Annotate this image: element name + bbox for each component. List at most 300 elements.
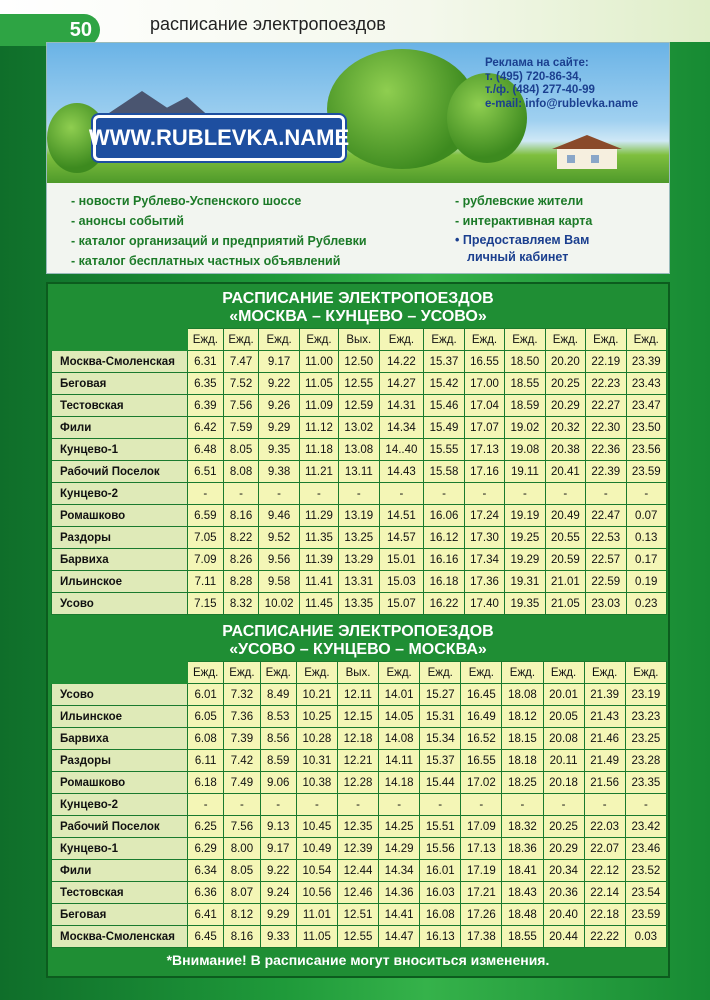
- time-cell: 9.58: [259, 571, 299, 593]
- time-cell: 15.37: [424, 351, 464, 373]
- page-number: 50: [0, 14, 100, 46]
- time-cell: 16.03: [420, 882, 461, 904]
- time-cell: 7.59: [223, 417, 259, 439]
- time-cell: 14.22: [379, 351, 424, 373]
- time-cell: -: [299, 483, 338, 505]
- time-cell: 23.39: [626, 351, 667, 373]
- schedule-title-line: РАСПИСАНИЕ ЭЛЕКТРОПОЕЗДОВ: [222, 623, 494, 640]
- time-cell: 12.18: [337, 728, 378, 750]
- time-cell: 23.47: [626, 395, 667, 417]
- time-cell: 8.12: [224, 904, 260, 926]
- time-cell: 11.00: [299, 351, 338, 373]
- day-type-cell: Ежд.: [543, 662, 584, 684]
- time-cell: 17.30: [464, 527, 504, 549]
- time-cell: 14.47: [379, 926, 420, 948]
- day-type-cell: Ежд.: [505, 329, 545, 351]
- ad-feature: - каталог бесплатных частных объявлений: [71, 254, 341, 268]
- time-cell: 20.38: [545, 439, 585, 461]
- time-cell: 9.46: [259, 505, 299, 527]
- time-cell: 9.22: [259, 373, 299, 395]
- station-name: Кунцево-2: [52, 794, 188, 816]
- time-cell: 8.53: [260, 706, 296, 728]
- schedule-title-line: «УСОВО – КУНЦЕВО – МОСКВА»: [229, 641, 487, 658]
- time-cell: 14.29: [379, 838, 420, 860]
- time-cell: 22.30: [586, 417, 626, 439]
- time-cell: 12.21: [337, 750, 378, 772]
- day-type-cell: Ежд.: [223, 329, 259, 351]
- time-cell: 10.21: [296, 684, 337, 706]
- table-row: [52, 772, 667, 794]
- time-cell: 19.02: [505, 417, 545, 439]
- table-row: [52, 505, 667, 527]
- station-name: Кунцево-2: [52, 483, 188, 505]
- time-cell: 14.05: [379, 706, 420, 728]
- station-name: Москва-Смоленская: [52, 351, 188, 373]
- time-cell: 22.12: [584, 860, 625, 882]
- time-cell: 23.23: [625, 706, 666, 728]
- time-cell: 11.05: [296, 926, 337, 948]
- time-cell: 22.39: [586, 461, 626, 483]
- day-type-cell: Ежд.: [260, 662, 296, 684]
- time-cell: 17.13: [464, 439, 504, 461]
- time-cell: 8.07: [224, 882, 260, 904]
- time-cell: 19.11: [505, 461, 545, 483]
- time-cell: 20.29: [545, 395, 585, 417]
- day-type-cell: Ежд.: [424, 329, 464, 351]
- time-cell: 22.23: [586, 373, 626, 395]
- time-cell: 9.24: [260, 882, 296, 904]
- time-cell: 20.49: [545, 505, 585, 527]
- time-cell: 15.58: [424, 461, 464, 483]
- time-cell: -: [543, 794, 584, 816]
- station-name: Москва-Смоленская: [52, 926, 188, 948]
- website-sign: WWW.RUBLEVKA.NAME: [93, 115, 345, 161]
- time-cell: 16.55: [464, 351, 504, 373]
- time-cell: 23.35: [625, 772, 666, 794]
- time-cell: 15.56: [420, 838, 461, 860]
- station-name: Беговая: [52, 373, 188, 395]
- time-cell: 13.35: [339, 593, 379, 615]
- time-cell: 14.27: [379, 373, 424, 395]
- time-cell: 14.08: [379, 728, 420, 750]
- time-cell: 9.56: [259, 549, 299, 571]
- station-name: Ильинское: [52, 571, 188, 593]
- ad-features-right: [455, 191, 592, 265]
- day-type-cell: Вых.: [337, 662, 378, 684]
- contact-line: e-mail: info@rublevka.name: [485, 97, 639, 110]
- schedule-table-outbound: [51, 328, 667, 615]
- time-cell: 16.12: [424, 527, 464, 549]
- time-cell: 6.48: [188, 439, 224, 461]
- time-cell: 17.19: [461, 860, 502, 882]
- time-cell: 7.32: [224, 684, 260, 706]
- time-cell: 15.07: [379, 593, 424, 615]
- time-cell: 21.49: [584, 750, 625, 772]
- time-cell: 23.03: [586, 593, 626, 615]
- time-cell: 10.38: [296, 772, 337, 794]
- time-cell: 13.29: [339, 549, 379, 571]
- station-name: Беговая: [52, 904, 188, 926]
- time-cell: 16.06: [424, 505, 464, 527]
- time-cell: 8.28: [223, 571, 259, 593]
- time-cell: 12.11: [337, 684, 378, 706]
- time-cell: -: [625, 794, 666, 816]
- table-row: [52, 461, 667, 483]
- day-type-cell: Ежд.: [224, 662, 260, 684]
- table-row: [52, 794, 667, 816]
- day-type-cell: Ежд.: [584, 662, 625, 684]
- time-cell: 22.18: [584, 904, 625, 926]
- time-cell: 19.31: [505, 571, 545, 593]
- time-cell: 20.25: [543, 816, 584, 838]
- time-cell: 10.31: [296, 750, 337, 772]
- time-cell: -: [424, 483, 464, 505]
- time-cell: 14.36: [379, 882, 420, 904]
- time-cell: -: [545, 483, 585, 505]
- time-cell: 9.17: [260, 838, 296, 860]
- time-cell: 12.28: [337, 772, 378, 794]
- time-cell: 6.31: [188, 351, 224, 373]
- time-cell: 18.08: [502, 684, 543, 706]
- time-cell: 11.41: [299, 571, 338, 593]
- time-cell: 6.59: [188, 505, 224, 527]
- time-cell: 6.51: [188, 461, 224, 483]
- time-cell: 20.32: [545, 417, 585, 439]
- time-cell: 10.54: [296, 860, 337, 882]
- table-row: [52, 860, 667, 882]
- time-cell: 23.42: [625, 816, 666, 838]
- time-cell: 22.47: [586, 505, 626, 527]
- time-cell: -: [188, 483, 224, 505]
- time-cell: 11.45: [299, 593, 338, 615]
- time-cell: 17.38: [461, 926, 502, 948]
- time-cell: -: [188, 794, 224, 816]
- time-cell: 6.08: [188, 728, 224, 750]
- station-name: Барвиха: [52, 549, 188, 571]
- table-row: [52, 527, 667, 549]
- time-cell: 23.52: [625, 860, 666, 882]
- contact-line: т. (495) 720-86-34,: [485, 70, 582, 83]
- time-cell: -: [420, 794, 461, 816]
- time-cell: 14.11: [379, 750, 420, 772]
- time-cell: 23.59: [626, 461, 667, 483]
- time-cell: 7.56: [224, 816, 260, 838]
- time-cell: 14.41: [379, 904, 420, 926]
- small-house-image: [547, 131, 637, 171]
- station-name: Барвиха: [52, 728, 188, 750]
- table-row: [52, 593, 667, 615]
- time-cell: 10.49: [296, 838, 337, 860]
- time-cell: 6.01: [188, 684, 224, 706]
- schedule-table-inbound: [51, 661, 667, 948]
- time-cell: 16.08: [420, 904, 461, 926]
- time-cell: 9.33: [260, 926, 296, 948]
- time-cell: 20.20: [545, 351, 585, 373]
- table-row: [52, 483, 667, 505]
- station-name: Тестовская: [52, 882, 188, 904]
- station-name: Кунцево-1: [52, 838, 188, 860]
- time-cell: 22.57: [586, 549, 626, 571]
- time-cell: 9.35: [259, 439, 299, 461]
- time-cell: -: [505, 483, 545, 505]
- time-cell: 18.50: [505, 351, 545, 373]
- corner-cell: [52, 329, 188, 351]
- time-cell: 12.46: [337, 882, 378, 904]
- time-cell: -: [464, 483, 504, 505]
- time-cell: 18.15: [502, 728, 543, 750]
- time-cell: 7.11: [188, 571, 224, 593]
- table-row: [52, 750, 667, 772]
- time-cell: 22.22: [584, 926, 625, 948]
- time-cell: 20.40: [543, 904, 584, 926]
- time-cell: 9.29: [260, 904, 296, 926]
- time-cell: 0.19: [626, 571, 667, 593]
- time-cell: 18.41: [502, 860, 543, 882]
- time-cell: 20.01: [543, 684, 584, 706]
- time-cell: 20.44: [543, 926, 584, 948]
- time-cell: 16.18: [424, 571, 464, 593]
- time-cell: 17.04: [464, 395, 504, 417]
- time-cell: 18.18: [502, 750, 543, 772]
- time-cell: 12.39: [337, 838, 378, 860]
- days-row: [52, 662, 667, 684]
- time-cell: 0.23: [626, 593, 667, 615]
- time-cell: 17.26: [461, 904, 502, 926]
- time-cell: 12.59: [339, 395, 379, 417]
- corner-cell: [52, 662, 188, 684]
- time-cell: -: [502, 794, 543, 816]
- time-cell: 6.25: [188, 816, 224, 838]
- time-cell: 7.52: [223, 373, 259, 395]
- time-cell: 17.00: [464, 373, 504, 395]
- time-cell: 16.45: [461, 684, 502, 706]
- time-cell: 7.09: [188, 549, 224, 571]
- time-cell: 11.01: [296, 904, 337, 926]
- day-type-cell: Ежд.: [626, 329, 667, 351]
- time-cell: 7.56: [223, 395, 259, 417]
- time-cell: 15.37: [420, 750, 461, 772]
- time-cell: 10.02: [259, 593, 299, 615]
- time-cell: 0.03: [625, 926, 666, 948]
- day-type-cell: Ежд.: [586, 329, 626, 351]
- days-row: [52, 329, 667, 351]
- day-type-cell: Вых.: [339, 329, 379, 351]
- time-cell: 22.03: [584, 816, 625, 838]
- time-cell: 18.12: [502, 706, 543, 728]
- station-name: Рабочий Поселок: [52, 816, 188, 838]
- day-type-cell: Ежд.: [379, 329, 424, 351]
- time-cell: 18.43: [502, 882, 543, 904]
- ad-features-left: [71, 191, 367, 271]
- time-cell: 7.39: [224, 728, 260, 750]
- time-cell: 18.25: [502, 772, 543, 794]
- time-cell: 9.17: [259, 351, 299, 373]
- time-cell: 14.01: [379, 684, 420, 706]
- time-cell: 11.18: [299, 439, 338, 461]
- time-cell: 18.55: [502, 926, 543, 948]
- time-cell: 21.43: [584, 706, 625, 728]
- time-cell: 23.28: [625, 750, 666, 772]
- time-cell: 8.16: [223, 505, 259, 527]
- time-cell: 16.49: [461, 706, 502, 728]
- time-cell: 12.55: [339, 373, 379, 395]
- time-cell: 22.59: [586, 571, 626, 593]
- time-cell: 16.22: [424, 593, 464, 615]
- time-cell: 6.36: [188, 882, 224, 904]
- time-cell: 22.14: [584, 882, 625, 904]
- table-row: [52, 882, 667, 904]
- time-cell: 19.25: [505, 527, 545, 549]
- time-cell: 14..40: [379, 439, 424, 461]
- table-row: [52, 571, 667, 593]
- time-cell: 6.05: [188, 706, 224, 728]
- table-row: [52, 395, 667, 417]
- station-name: Фили: [52, 860, 188, 882]
- ad-feature: - новости Рублево-Успенского шоссе: [71, 194, 302, 208]
- time-cell: 22.19: [586, 351, 626, 373]
- time-cell: 17.21: [461, 882, 502, 904]
- table-row: [52, 816, 667, 838]
- ad-feature: - каталог организаций и предприятий Рублевки: [71, 234, 367, 248]
- table-row: [52, 684, 667, 706]
- time-cell: 6.29: [188, 838, 224, 860]
- time-cell: 15.46: [424, 395, 464, 417]
- time-cell: 8.59: [260, 750, 296, 772]
- ad-feature: - интерактивная карта: [455, 214, 593, 228]
- ad-cabinet-line: личный кабинет: [467, 250, 569, 264]
- time-cell: 16.13: [420, 926, 461, 948]
- time-cell: -: [461, 794, 502, 816]
- day-type-cell: Ежд.: [461, 662, 502, 684]
- table-row: [52, 439, 667, 461]
- schedule-title: [48, 284, 668, 328]
- time-cell: 20.36: [543, 882, 584, 904]
- time-cell: 18.48: [502, 904, 543, 926]
- time-cell: 20.25: [545, 373, 585, 395]
- time-cell: 15.03: [379, 571, 424, 593]
- station-name: Усово: [52, 593, 188, 615]
- time-cell: 22.27: [586, 395, 626, 417]
- time-cell: 14.34: [379, 860, 420, 882]
- day-type-cell: Ежд.: [545, 329, 585, 351]
- advertisement: [46, 42, 670, 274]
- day-type-cell: Ежд.: [259, 329, 299, 351]
- time-cell: 11.09: [299, 395, 338, 417]
- time-cell: 15.44: [420, 772, 461, 794]
- table-row: [52, 706, 667, 728]
- day-type-cell: Ежд.: [379, 662, 420, 684]
- time-cell: 7.36: [224, 706, 260, 728]
- day-type-cell: Ежд.: [299, 329, 338, 351]
- table-row: [52, 728, 667, 750]
- time-cell: 13.11: [339, 461, 379, 483]
- station-name: Рабочий Поселок: [52, 461, 188, 483]
- time-cell: -: [584, 794, 625, 816]
- time-cell: 17.07: [464, 417, 504, 439]
- time-cell: 9.22: [260, 860, 296, 882]
- table-row: [52, 417, 667, 439]
- ad-feature: - анонсы событий: [71, 214, 184, 228]
- time-cell: 15.31: [420, 706, 461, 728]
- time-cell: 14.34: [379, 417, 424, 439]
- time-cell: 9.26: [259, 395, 299, 417]
- time-cell: 14.31: [379, 395, 424, 417]
- time-cell: 0.07: [626, 505, 667, 527]
- time-cell: 8.49: [260, 684, 296, 706]
- time-cell: 14.57: [379, 527, 424, 549]
- time-cell: 18.59: [505, 395, 545, 417]
- time-cell: 22.07: [584, 838, 625, 860]
- day-type-cell: Ежд.: [296, 662, 337, 684]
- time-cell: -: [296, 794, 337, 816]
- time-cell: 21.46: [584, 728, 625, 750]
- time-cell: 21.01: [545, 571, 585, 593]
- time-cell: 11.35: [299, 527, 338, 549]
- time-cell: 6.34: [188, 860, 224, 882]
- time-cell: 20.08: [543, 728, 584, 750]
- time-cell: 19.29: [505, 549, 545, 571]
- time-cell: 13.25: [339, 527, 379, 549]
- time-cell: 23.54: [625, 882, 666, 904]
- day-type-cell: Ежд.: [420, 662, 461, 684]
- time-cell: 9.29: [259, 417, 299, 439]
- day-type-cell: Ежд.: [502, 662, 543, 684]
- time-cell: 9.38: [259, 461, 299, 483]
- time-cell: 9.06: [260, 772, 296, 794]
- table-row: [52, 351, 667, 373]
- time-cell: 15.49: [424, 417, 464, 439]
- time-cell: 10.56: [296, 882, 337, 904]
- time-cell: 12.51: [337, 904, 378, 926]
- time-cell: 11.12: [299, 417, 338, 439]
- time-cell: 6.18: [188, 772, 224, 794]
- time-cell: 13.08: [339, 439, 379, 461]
- station-name: Ромашково: [52, 505, 188, 527]
- time-cell: 22.53: [586, 527, 626, 549]
- time-cell: 7.49: [224, 772, 260, 794]
- day-type-cell: Ежд.: [464, 329, 504, 351]
- day-type-cell: Ежд.: [188, 662, 224, 684]
- time-cell: 8.00: [224, 838, 260, 860]
- time-cell: -: [223, 483, 259, 505]
- time-cell: -: [339, 483, 379, 505]
- time-cell: 11.21: [299, 461, 338, 483]
- time-cell: 12.35: [337, 816, 378, 838]
- time-cell: 21.56: [584, 772, 625, 794]
- contact-line: т./ф. (484) 277-40-99: [485, 84, 595, 96]
- time-cell: 17.24: [464, 505, 504, 527]
- time-cell: 17.40: [464, 593, 504, 615]
- time-cell: 13.02: [339, 417, 379, 439]
- time-cell: 15.27: [420, 684, 461, 706]
- time-cell: 8.16: [224, 926, 260, 948]
- time-cell: 23.46: [625, 838, 666, 860]
- time-cell: 11.29: [299, 505, 338, 527]
- time-cell: 0.13: [626, 527, 667, 549]
- time-cell: 17.13: [461, 838, 502, 860]
- time-cell: 20.55: [545, 527, 585, 549]
- time-cell: 11.05: [299, 373, 338, 395]
- time-cell: 6.35: [188, 373, 224, 395]
- table-row: [52, 926, 667, 948]
- time-cell: 8.32: [223, 593, 259, 615]
- time-cell: 19.08: [505, 439, 545, 461]
- station-name: Раздоры: [52, 527, 188, 549]
- time-cell: 8.08: [223, 461, 259, 483]
- time-cell: 17.16: [464, 461, 504, 483]
- time-cell: 23.56: [626, 439, 667, 461]
- time-cell: 10.25: [296, 706, 337, 728]
